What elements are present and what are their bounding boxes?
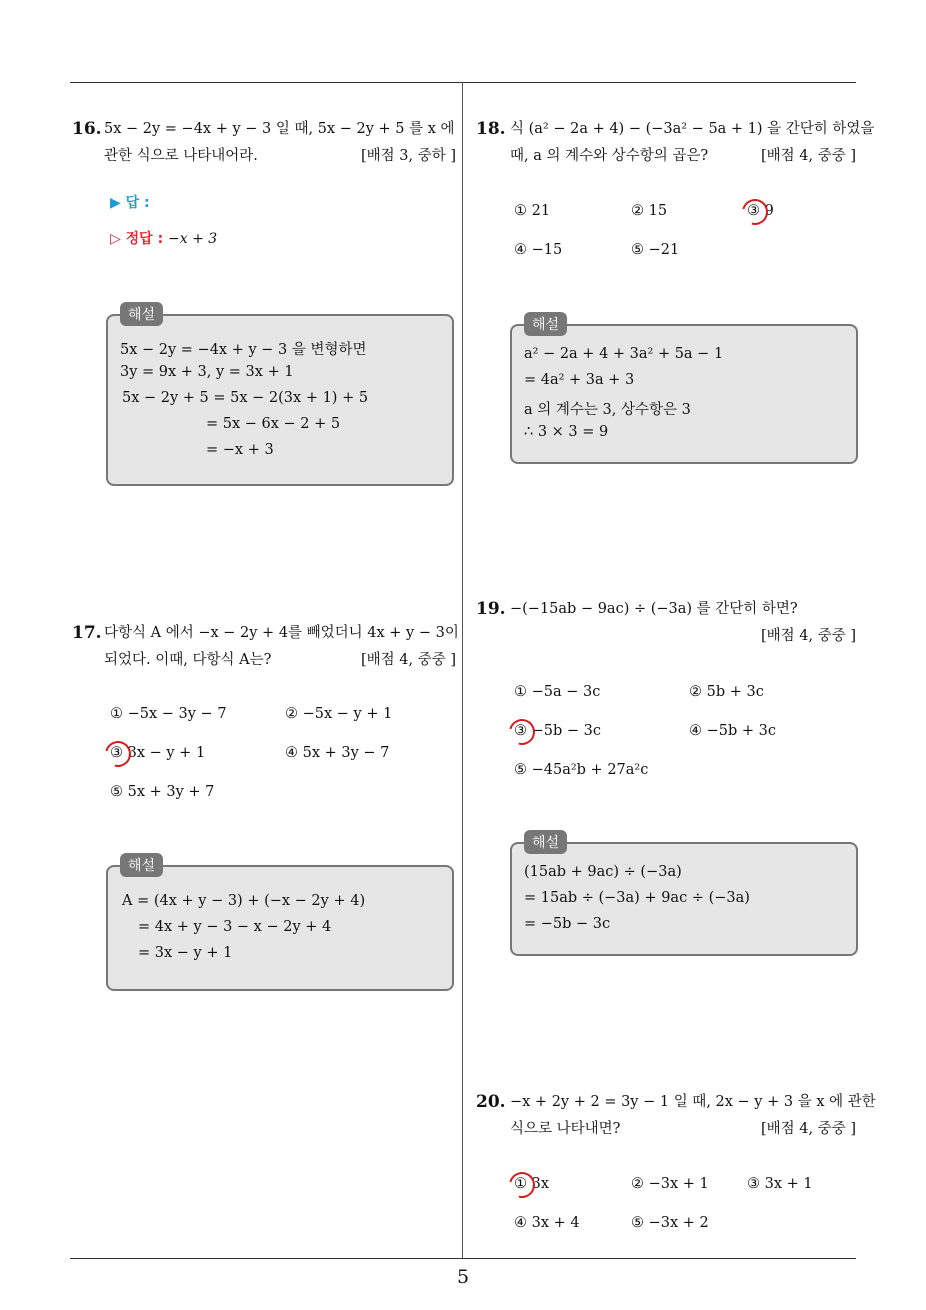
- explanation-line: = 4a² + 3a + 3: [524, 372, 635, 388]
- question-text-line1: 다항식 A 에서 −x − 2y + 4를 빼었더니 4x + y − 3이: [104, 625, 459, 641]
- score-difficulty: [배점 4, 중중 ]: [360, 652, 456, 668]
- explanation-line: = 5x − 6x − 2 + 5: [206, 416, 341, 432]
- question-text-line2: 때, a 의 계수와 상수항의 곱은?: [510, 148, 709, 164]
- explanation-line: = 4x + y − 3 − x − 2y + 4: [138, 919, 332, 935]
- answer-label: ▶ 답 :: [110, 195, 150, 211]
- explanation-line: 5x − 2y = −4x + y − 3 을 변형하면: [120, 342, 367, 358]
- option-5[interactable]: ⑤ 5x + 3y + 7: [110, 784, 215, 800]
- option-4[interactable]: ④ 3x + 4: [514, 1215, 580, 1231]
- option-2[interactable]: ② −5x − y + 1: [285, 706, 393, 722]
- selected-answer-mark: [737, 194, 773, 230]
- correct-answer-label: ▷ 정답 :: [110, 231, 164, 247]
- explanation-line: = 15ab ÷ (−3a) + 9ac ÷ (−3a): [524, 890, 750, 906]
- question-number: 16.: [72, 119, 102, 139]
- question-number: 18.: [476, 119, 506, 139]
- option-1[interactable]: ① −5a − 3c: [514, 684, 601, 700]
- question-17: [72, 620, 459, 680]
- explanation-line: (15ab + 9ac) ÷ (−3a): [524, 864, 682, 880]
- question-text-line1: 식 (a² − 2a + 4) − (−3a² − 5a + 1) 을 간단히 하였을: [510, 121, 875, 137]
- question-text-line1: −x + 2y + 2 = 3y − 1 일 때, 2x − y + 3 을 x 에 관한: [510, 1094, 876, 1110]
- option-2[interactable]: ② 15: [631, 203, 668, 219]
- score-difficulty: [배점 3, 중하 ]: [360, 148, 456, 164]
- page-number: 5: [456, 1266, 470, 1288]
- explanation-tag: 해설: [524, 312, 567, 336]
- top-rule: [70, 82, 856, 83]
- option-3[interactable]: ③ −5b − 3c: [514, 723, 601, 739]
- option-1[interactable]: ① 21: [514, 203, 551, 219]
- question-18: [476, 116, 875, 176]
- explanation-tag: 해설: [524, 830, 567, 854]
- option-5[interactable]: ⑤ −45a²b + 27a²c: [514, 762, 649, 778]
- option-5[interactable]: ⑤ −3x + 2: [631, 1215, 709, 1231]
- correct-answer-value: −x + 3: [168, 231, 218, 247]
- explanation-box: [106, 858, 454, 991]
- score-difficulty: [배점 4, 중중 ]: [760, 148, 856, 164]
- option-5[interactable]: ⑤ −21: [631, 242, 680, 258]
- option-2[interactable]: ② 5b + 3c: [689, 684, 764, 700]
- bottom-rule: [70, 1258, 856, 1259]
- explanation-line: 5x − 2y + 5 = 5x − 2(3x + 1) + 5: [122, 390, 369, 406]
- question-text-line2: 식으로 나타내면?: [510, 1121, 621, 1137]
- score-difficulty: [배점 4, 중중 ]: [760, 628, 856, 644]
- question-text-line2: 되었다. 이때, 다항식 A는?: [104, 652, 272, 668]
- correct-answer: [110, 228, 217, 248]
- explanation-line: = −5b − 3c: [524, 916, 611, 932]
- question-number: 19.: [476, 599, 506, 619]
- selected-answer-mark: [504, 714, 540, 750]
- question-19: [476, 596, 856, 656]
- option-3[interactable]: ③ 3x − y + 1: [110, 745, 206, 761]
- option-3[interactable]: ③ 9: [747, 203, 774, 219]
- question-16: [72, 116, 456, 176]
- option-1[interactable]: ① 3x: [514, 1176, 550, 1192]
- selected-answer-mark: [100, 736, 136, 772]
- question-number: 17.: [72, 623, 102, 643]
- question-number: 20.: [476, 1092, 506, 1112]
- option-4[interactable]: ④ 5x + 3y − 7: [285, 745, 390, 761]
- score-difficulty: [배점 4, 중중 ]: [760, 1121, 856, 1137]
- explanation-box: [510, 835, 858, 956]
- explanation-tag: 해설: [120, 853, 163, 877]
- explanation-line: = −x + 3: [206, 442, 274, 458]
- option-3[interactable]: ③ 3x + 1: [747, 1176, 813, 1192]
- question-text-line1: 5x − 2y = −4x + y − 3 일 때, 5x − 2y + 5 를 x 에: [104, 121, 455, 137]
- explanation-line: A = (4x + y − 3) + (−x − 2y + 4): [122, 893, 366, 909]
- question-20: [476, 1089, 876, 1149]
- explanation-tag: 해설: [120, 302, 163, 326]
- option-4[interactable]: ④ −5b + 3c: [689, 723, 776, 739]
- selected-answer-mark: [504, 1167, 540, 1203]
- explanation-line: ∴ 3 × 3 = 9: [524, 424, 609, 440]
- option-2[interactable]: ② −3x + 1: [631, 1176, 709, 1192]
- option-1[interactable]: ① −5x − 3y − 7: [110, 706, 227, 722]
- column-divider: [462, 82, 463, 1258]
- explanation-line: a² − 2a + 4 + 3a² + 5a − 1: [524, 346, 724, 362]
- explanation-line: a 의 계수는 3, 상수항은 3: [524, 402, 691, 418]
- explanation-box: [106, 307, 454, 486]
- explanation-line: 3y = 9x + 3, y = 3x + 1: [120, 364, 294, 380]
- question-text-line1: −(−15ab − 9ac) ÷ (−3a) 를 간단히 하면?: [510, 601, 798, 617]
- option-4[interactable]: ④ −15: [514, 242, 563, 258]
- explanation-line: = 3x − y + 1: [138, 945, 233, 961]
- explanation-box: [510, 317, 858, 464]
- question-text-line2: 관한 식으로 나타내어라.: [104, 148, 258, 164]
